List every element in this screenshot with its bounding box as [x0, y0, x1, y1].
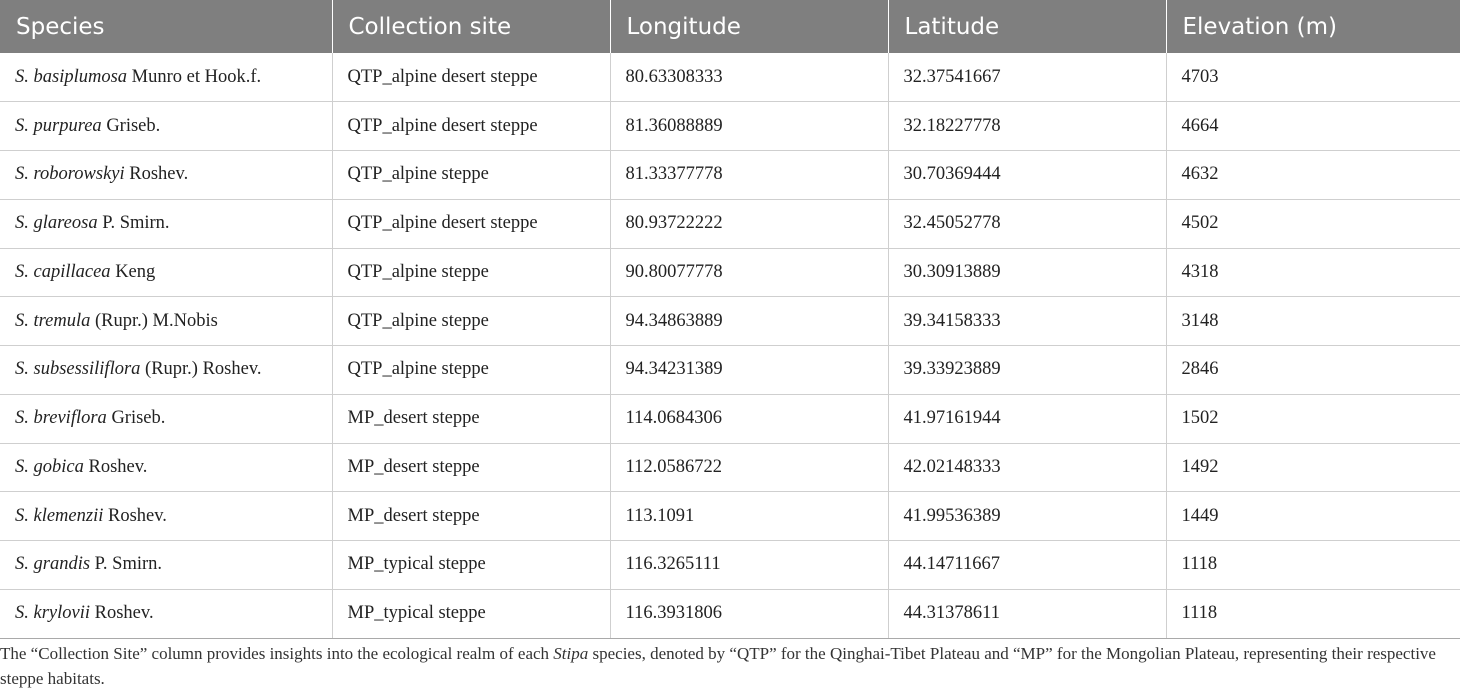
cell-elevation: 4632 — [1166, 151, 1460, 200]
cell-species — [0, 541, 332, 590]
table-row — [0, 53, 1460, 102]
table-row — [0, 151, 1460, 200]
cell-latitude: 30.30913889 — [888, 248, 1166, 297]
cell-collection-site: QTP_alpine desert steppe — [332, 102, 610, 151]
footnote-text-start: The “Collection Site” column provides insights into the ecological realm of each — [0, 644, 554, 663]
species-authority: Keng — [115, 261, 156, 282]
table-body — [0, 53, 1460, 638]
cell-latitude: 41.99536389 — [888, 492, 1166, 541]
cell-species — [0, 248, 332, 297]
cell-latitude: 32.18227778 — [888, 102, 1166, 151]
table-row — [0, 394, 1460, 443]
species-name: S. krylovii — [15, 603, 91, 624]
cell-longitude: 116.3931806 — [610, 589, 888, 638]
cell-species — [0, 394, 332, 443]
table-row — [0, 541, 1460, 590]
cell-latitude: 44.31378611 — [888, 589, 1166, 638]
cell-longitude: 80.63308333 — [610, 53, 888, 102]
species-name: S. capillacea — [15, 261, 111, 282]
species-name: S. roborowskyi — [15, 164, 125, 185]
header-latitude: Latitude — [888, 0, 1166, 53]
cell-collection-site: MP_desert steppe — [332, 443, 610, 492]
footnote-genus: Stipa — [553, 644, 589, 663]
cell-latitude: 42.02148333 — [888, 443, 1166, 492]
table-row — [0, 443, 1460, 492]
header-longitude: Longitude — [610, 0, 888, 53]
species-authority: Munro et Hook.f. — [131, 66, 262, 87]
table-header — [0, 0, 1460, 53]
species-name: S. breviflora — [15, 408, 107, 429]
cell-collection-site: MP_typical steppe — [332, 589, 610, 638]
species-authority: P. Smirn. — [102, 213, 170, 234]
cell-species — [0, 492, 332, 541]
header-elevation: Elevation (m) — [1166, 0, 1460, 53]
cell-elevation: 4318 — [1166, 248, 1460, 297]
cell-elevation: 1502 — [1166, 394, 1460, 443]
header-species: Species — [16, 13, 105, 40]
table-row — [0, 589, 1460, 638]
cell-elevation: 1118 — [1166, 589, 1460, 638]
cell-collection-site: QTP_alpine steppe — [332, 248, 610, 297]
cell-collection-site: QTP_alpine steppe — [332, 297, 610, 346]
table-row — [0, 492, 1460, 541]
species-name: S. glareosa — [15, 213, 98, 234]
species-authority: Roshev. — [94, 603, 154, 624]
cell-collection-site: MP_desert steppe — [332, 394, 610, 443]
species-authority: Griseb. — [106, 115, 161, 136]
cell-species — [0, 151, 332, 200]
cell-latitude: 32.45052778 — [888, 199, 1166, 248]
cell-longitude: 81.33377778 — [610, 151, 888, 200]
cell-longitude: 94.34863889 — [610, 297, 888, 346]
cell-collection-site: MP_desert steppe — [332, 492, 610, 541]
species-authority: Roshev. — [129, 164, 189, 185]
cell-longitude: 116.3265111 — [610, 541, 888, 590]
header-row — [0, 0, 1460, 53]
table-row — [0, 199, 1460, 248]
species-name: S. subsessiliflora — [15, 359, 141, 380]
species-name: S. grandis — [15, 554, 91, 575]
cell-species — [0, 297, 332, 346]
species-name: S. basiplumosa — [15, 66, 128, 87]
cell-elevation: 1449 — [1166, 492, 1460, 541]
cell-elevation: 4703 — [1166, 53, 1460, 102]
table-row — [0, 248, 1460, 297]
cell-longitude: 81.36088889 — [610, 102, 888, 151]
cell-latitude: 30.70369444 — [888, 151, 1166, 200]
species-authority: (Rupr.) Roshev. — [145, 359, 262, 380]
cell-latitude: 41.97161944 — [888, 394, 1166, 443]
cell-elevation: 1492 — [1166, 443, 1460, 492]
cell-elevation: 1118 — [1166, 541, 1460, 590]
cell-longitude: 90.80077778 — [610, 248, 888, 297]
species-name: S. tremula — [15, 310, 91, 331]
cell-collection-site: QTP_alpine desert steppe — [332, 53, 610, 102]
cell-collection-site: QTP_alpine desert steppe — [332, 199, 610, 248]
species-name: S. klemenzii — [15, 505, 104, 526]
cell-longitude: 114.0684306 — [610, 394, 888, 443]
cell-collection-site: QTP_alpine steppe — [332, 151, 610, 200]
header-collection-site: Collection site — [332, 0, 610, 53]
cell-collection-site: QTP_alpine steppe — [332, 346, 610, 395]
cell-species — [0, 589, 332, 638]
cell-longitude: 113.1091 — [610, 492, 888, 541]
species-authority: Griseb. — [111, 408, 166, 429]
cell-species — [0, 199, 332, 248]
species-authority: Roshev. — [88, 456, 148, 477]
cell-latitude: 39.34158333 — [888, 297, 1166, 346]
cell-longitude: 80.93722222 — [610, 199, 888, 248]
species-authority: (Rupr.) M.Nobis — [95, 310, 218, 331]
cell-species — [0, 102, 332, 151]
table-row — [0, 346, 1460, 395]
cell-elevation: 3148 — [1166, 297, 1460, 346]
cell-latitude: 44.14711667 — [888, 541, 1166, 590]
cell-latitude: 39.33923889 — [888, 346, 1166, 395]
cell-latitude: 32.37541667 — [888, 53, 1166, 102]
cell-elevation: 4502 — [1166, 199, 1460, 248]
species-authority: P. Smirn. — [94, 554, 163, 575]
cell-species — [0, 443, 332, 492]
table-row — [0, 297, 1460, 346]
cell-longitude: 112.0586722 — [610, 443, 888, 492]
cell-elevation: 2846 — [1166, 346, 1460, 395]
species-name: S. purpurea — [15, 115, 102, 136]
species-authority: Roshev. — [108, 505, 167, 526]
cell-species — [0, 53, 332, 102]
cell-collection-site: MP_typical steppe — [332, 541, 610, 590]
cell-longitude: 94.34231389 — [610, 346, 888, 395]
footnote-text-end: species, denoted by “QTP” for the Qinghai-Tibet Plateau and “MP” for the Mongolian Plateau, representing their respective steppe habitats. — [0, 644, 1436, 688]
cell-species — [0, 346, 332, 395]
table-footnote — [0, 641, 1460, 691]
species-name: S. gobica — [15, 456, 84, 477]
cell-elevation: 4664 — [1166, 102, 1460, 151]
table-row — [0, 102, 1460, 151]
